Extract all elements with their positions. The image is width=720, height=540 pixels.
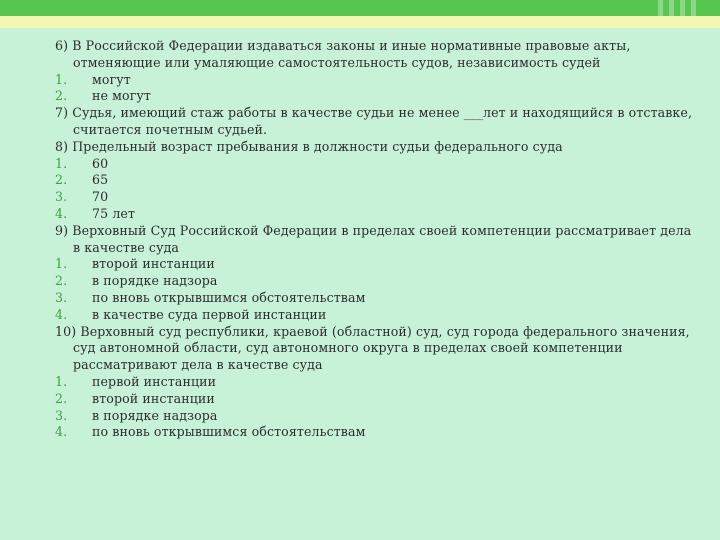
option-number: 1. <box>55 71 68 87</box>
option-text: первой инстанции <box>92 373 217 389</box>
option-number: 1. <box>55 373 68 389</box>
option-item <box>55 256 695 273</box>
option-item <box>55 156 695 173</box>
option-number: 1. <box>55 155 68 171</box>
option-number: 3. <box>55 289 68 305</box>
option-item <box>55 290 695 307</box>
option-item <box>55 172 695 189</box>
question-8: 8) Предельный возраст пребывания в должности судьи федерального суда <box>55 138 563 154</box>
option-text: могут <box>92 71 131 87</box>
option-text: в порядке надзора <box>92 407 218 423</box>
option-item <box>55 88 695 105</box>
option-text: 75 лет <box>92 205 136 221</box>
option-number: 4. <box>55 424 68 440</box>
option-text: в качестве суда первой инстанции <box>92 306 327 322</box>
option-item <box>55 307 695 324</box>
option-text: второй инстанции <box>92 390 215 406</box>
decor-stripe <box>680 0 685 16</box>
option-number: 2. <box>55 390 68 406</box>
header-accent-band <box>0 16 720 28</box>
option-item <box>55 391 695 408</box>
option-item <box>55 273 695 290</box>
option-text: второй инстанции <box>92 256 215 272</box>
option-text: по вновь открывшимся обстоятельствам <box>92 289 366 305</box>
option-text: 65 <box>92 172 109 188</box>
option-item <box>55 424 695 441</box>
option-item <box>55 206 695 223</box>
option-item <box>55 189 695 206</box>
option-item <box>55 72 695 89</box>
option-number: 3. <box>55 189 68 205</box>
decor-stripe <box>658 0 663 16</box>
option-text: в порядке надзора <box>92 273 218 289</box>
option-number: 4. <box>55 205 68 221</box>
option-text: 60 <box>92 155 109 171</box>
option-number: 3. <box>55 407 68 423</box>
option-number: 2. <box>55 88 68 104</box>
question-6: 6) В Российской Федерации издаваться законы и иные нормативные правовые акты, отменяющие или умаляющие самостоятельность судов, независимость судей <box>55 38 631 70</box>
decor-stripe <box>691 0 696 16</box>
option-number: 1. <box>55 256 68 272</box>
option-number: 2. <box>55 273 68 289</box>
option-number: 4. <box>55 306 68 322</box>
option-text: 70 <box>92 189 109 205</box>
header-band <box>0 0 720 16</box>
question-10: 10) Верховный суд республики, краевой (областной) суд, суд города федерального значения, суд автономной области, суд автономного округа в пределах своей компетенции рассматривают дела в качестве суда <box>55 323 690 373</box>
option-text: не могут <box>92 88 152 104</box>
question-7: 7) Судья, имеющий стаж работы в качестве судьи не менее ___лет и находящийся в отставке, считается почетным судьей. <box>55 105 693 137</box>
question-9: 9) Верховный Суд Российской Федерации в пределах своей компетенции рассматривает дела в качестве суда <box>55 222 692 255</box>
decor-stripe <box>669 0 674 16</box>
option-number: 2. <box>55 172 68 188</box>
option-item <box>55 408 695 425</box>
option-text: по вновь открывшимся обстоятельствам <box>92 424 366 440</box>
slide-content <box>55 38 695 441</box>
option-item <box>55 374 695 391</box>
